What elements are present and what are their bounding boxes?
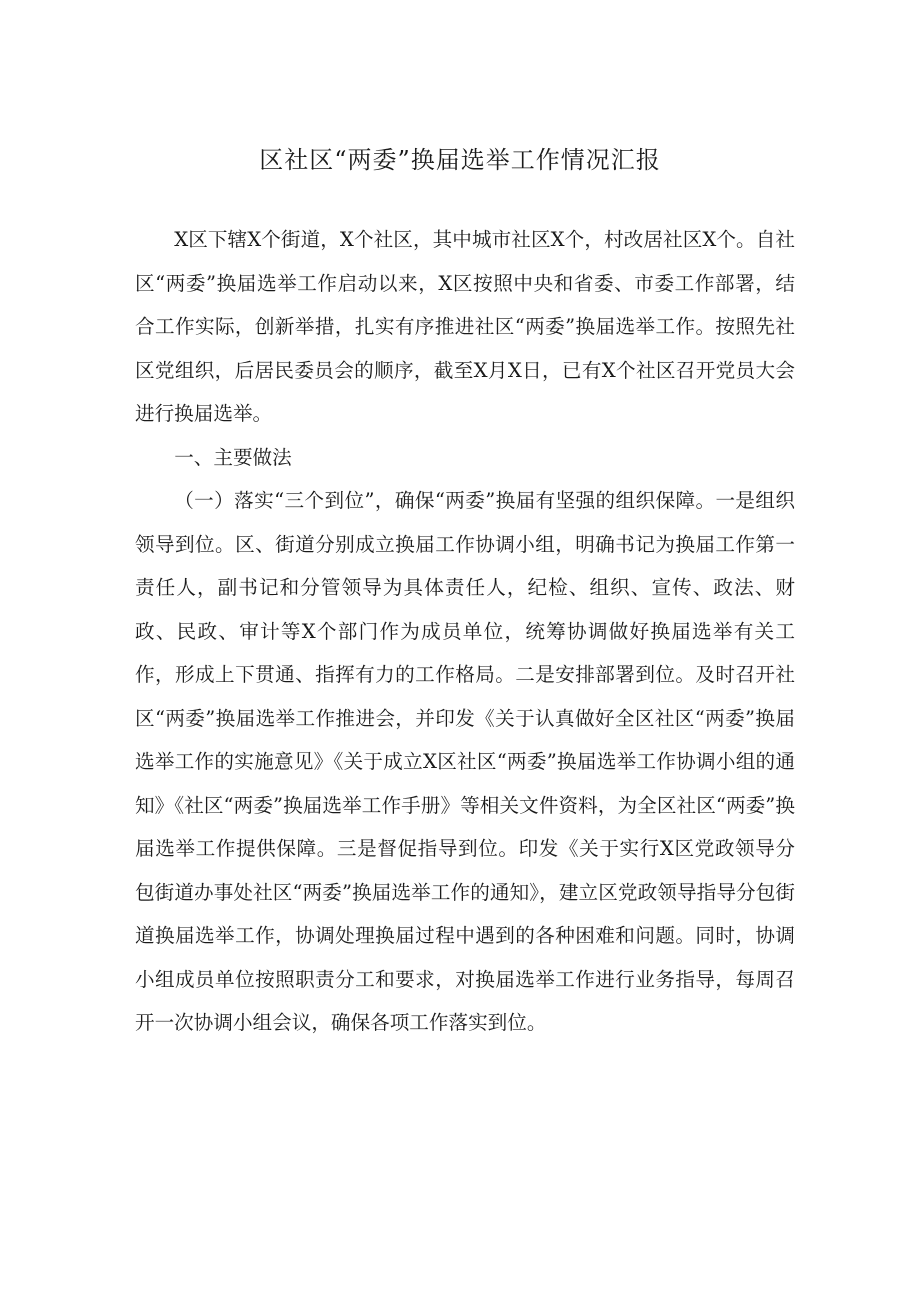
- section-paragraph: （一）落实“三个到位”，确保“两委”换届有坚强的组织保障。一是组织领导到位。区、街道分别成立换届工作协调小组，明确书记为换届工作第一责任人，副书记和分管领导为具体责任人，纪检、组织、宣传、政法、财政、民政、审计等X个部门作为成员单位，统筹协调做好换届选举有关工作，形成上下贯通、指挥有力的工作格局。二是安排部署到位。及时召开社区“两委”换届选举工作推进会，并印发《关于认真做好全区社区“两委”换届选举工作的实施意见》《关于成立X区社区“两委”换届选举工作协调小组的通知》《社区“两委”换届选举工作手册》等相关文件资料，为全区社区“两委”换届选举工作提供保障。三是督促指导到位。印发《关于实行X区党政领导分包街道办事处社区“两委”换届选举工作的通知》，建立区党政领导指导分包街道换届选举工作，协调处理换届过程中遇到的各种困难和问题。同时，协调小组成员单位按照职责分工和要求，对换届选举工作进行业务指导，每周召开一次协调小组会议，确保各项工作落实到位。: [135, 489, 795, 1034]
- intro-paragraph: X区下辖X个街道，X个社区，其中城市社区X个，村改居社区X个。自社区“两委”换届选举工作启动以来，X区按照中央和省委、市委工作部署，结合工作实际，创新举措，扎实有序推进社区“两委”换届选举工作。按照先社区党组织，后居民委员会的顺序，截至X月X日，已有X个社区召开党员大会进行换届选举。: [135, 228, 795, 425]
- document-title: 区社区“两委”换届选举工作情况汇报: [259, 146, 661, 174]
- document-body: [135, 218, 795, 1045]
- section-heading: 一、主要做法: [174, 445, 292, 469]
